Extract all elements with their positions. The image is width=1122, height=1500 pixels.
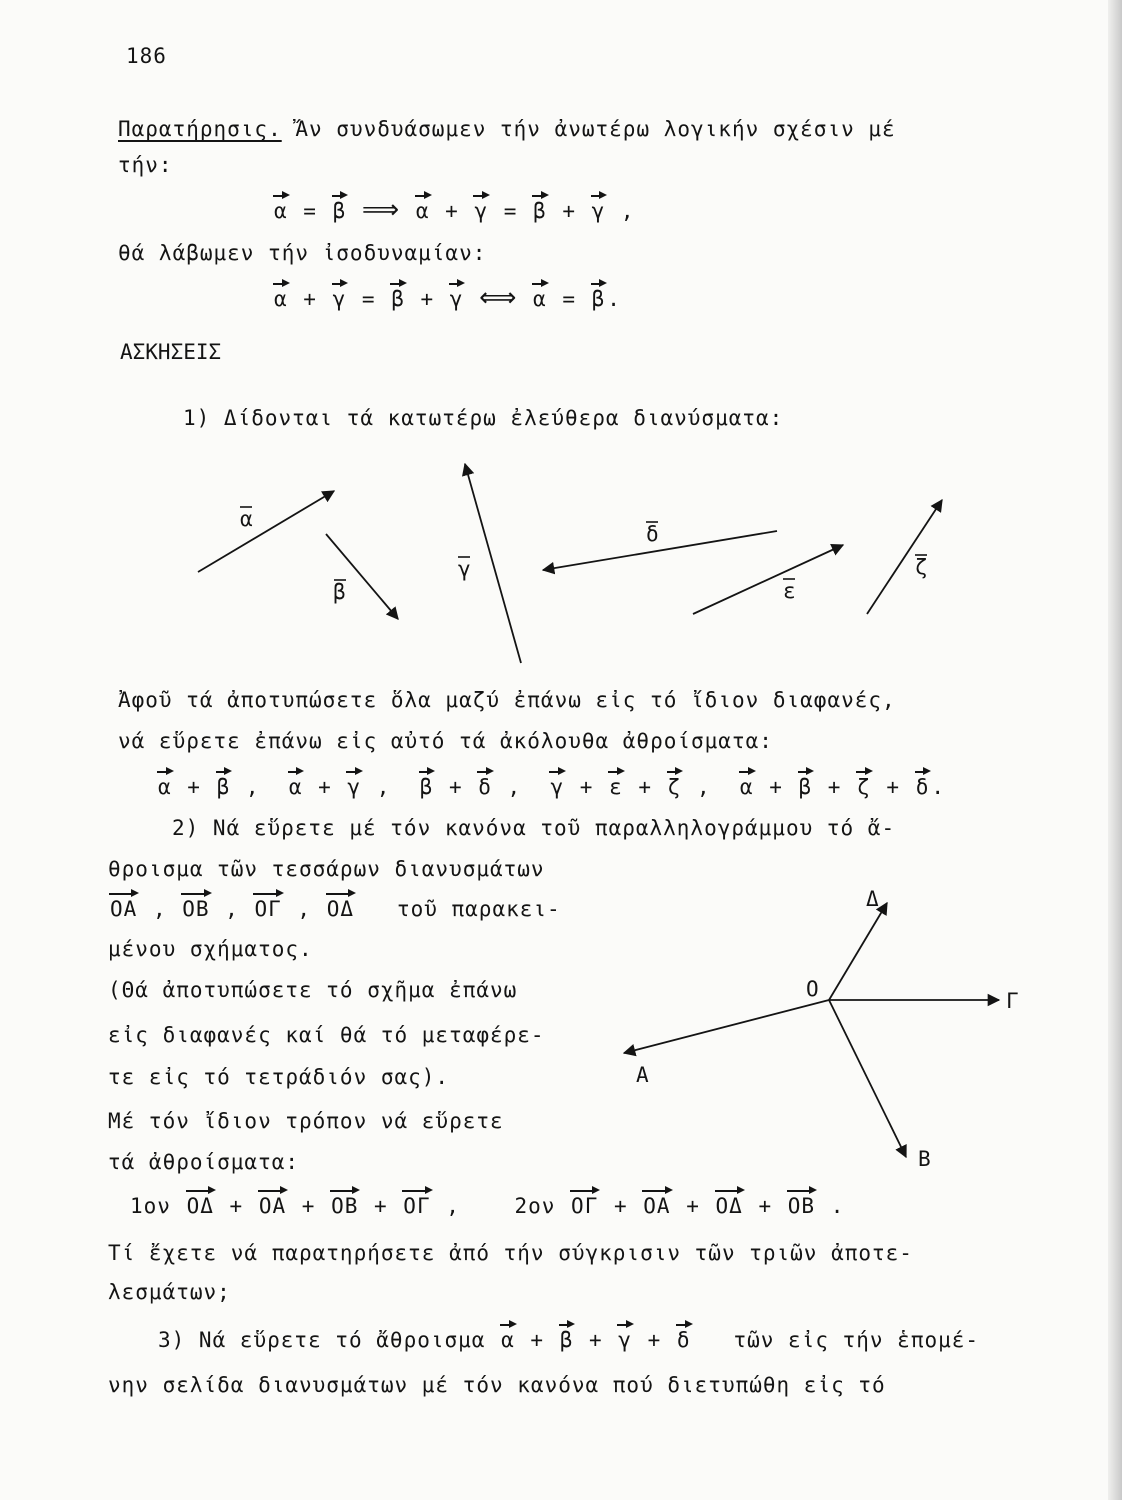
label-O: Ο	[806, 977, 819, 1001]
vector: ΟΓ	[403, 1194, 431, 1218]
vector: ΟΒ	[182, 897, 210, 921]
exercise-2-line-7: τε εἰς τό τετράδιόν σας).	[108, 1065, 450, 1089]
vector-epsilon-arrow	[693, 545, 843, 614]
sum-1-label: 1ον	[130, 1194, 171, 1218]
vector: γ	[347, 775, 362, 799]
exercise-2-question-1: Τί ἔχετε νά παρατηρήσετε ἀπό τήν σύγκρισιν τῶν τριῶν ἀποτε-	[108, 1241, 913, 1265]
vector: δ	[478, 775, 492, 799]
vector-gamma-arrow	[465, 464, 521, 663]
exercise-1-sums: α + β , α + γ , β + δ , γ + ε + ζ , α + β + ζ + δ.	[158, 775, 945, 799]
exercise-2-line-5: (Θά ἀποτυπώσετε τό σχῆμα ἐπάνω	[108, 978, 518, 1002]
label-gamma: γ	[458, 557, 471, 581]
implies-arrow: ⟹	[361, 195, 401, 225]
equivalence-arrow: ⟺	[479, 283, 518, 313]
remark-heading: Παρατήρησις.	[118, 117, 282, 141]
exercise-1-after-1: Ἀφοῦ τά ἀποτυπώσετε ὅλα μαζύ ἐπάνω εἰς τό ἴδιον διαφανές,	[118, 688, 896, 712]
exercise-2-line-1: 2) Νά εὕρετε μέ τόν κανόνα τοῦ παραλληλογράμμου τό ἄ-	[172, 816, 896, 840]
exercise-3-line-1: 3) Νά εὕρετε τό ἄθροισμα α + β + γ + δ τῶν εἰς τήν ἑπομέ-	[158, 1328, 980, 1352]
vector: α	[533, 287, 547, 311]
remark-line-2: τήν:	[118, 153, 173, 177]
vector: γ	[550, 775, 565, 799]
exercise-3-line-1-a: 3) Νά εὕρετε τό ἄθροισμα	[158, 1328, 486, 1352]
label-alpha: α	[240, 507, 253, 531]
vector: ε	[609, 775, 623, 799]
vector: β	[559, 1328, 574, 1352]
label-zeta: ζ	[915, 555, 928, 579]
page-number: 186	[126, 44, 167, 68]
vector: β	[533, 199, 547, 223]
vector: ΟΑ	[258, 1194, 287, 1218]
exercise-3-line-2: νην σελίδα διανυσμάτων μέ τόν κανόνα πού διετυπώθη εἰς τό	[108, 1373, 886, 1397]
exercise-2-line-9: τά ἀθροίσματα:	[108, 1150, 300, 1174]
sum-2-label: 2ον	[514, 1194, 556, 1218]
exercise-1-after-2: νά εὕρετε ἐπάνω εἰς αὐτό τά ἀκόλουθα ἀθροίσματα:	[118, 729, 773, 753]
vector: ΟΔ	[715, 1194, 743, 1218]
vector: α	[274, 287, 288, 311]
exercise-2-line-6: εἰς διαφανές καί θά τό μεταφέρε-	[108, 1023, 545, 1047]
vector: β	[591, 287, 606, 311]
vector: α	[415, 199, 430, 223]
vector-zeta-arrow	[867, 500, 942, 614]
vector: α	[274, 199, 288, 223]
vector: ΟΔ	[326, 897, 354, 921]
vector: β	[216, 775, 231, 799]
vector: γ	[591, 199, 606, 223]
vector: δ	[676, 1328, 691, 1352]
vector: γ	[618, 1328, 632, 1352]
label-delta: δ	[646, 522, 659, 546]
equation-1: α = β ⟹ α + γ = β + γ ,	[274, 195, 635, 225]
vector: α	[501, 1328, 515, 1352]
exercise-2-question-2: λεσμάτων;	[108, 1280, 231, 1304]
label-beta: β	[333, 580, 346, 604]
exercises-heading: ΑΣΚΗΣΕΙΣ	[120, 340, 222, 364]
remark-line-1: Ἄν συνδυάσωμεν τήν ἀνωτέρω λογικήν σχέσιν μέ	[295, 117, 896, 141]
vector: ΟΓ	[254, 897, 282, 921]
vector: γ	[474, 199, 489, 223]
vector-beta-arrow	[326, 534, 398, 619]
vector: β	[391, 287, 405, 311]
exercise-2-line-2: θροισμα τῶν τεσσάρων διανυσμάτων	[108, 857, 545, 881]
vector: α	[288, 775, 303, 799]
vector: ΟΒ	[787, 1194, 816, 1218]
vector: δ	[915, 775, 930, 799]
exercise-2-line-3-tail: τοῦ παρακει-	[396, 897, 561, 921]
vector: ΟΓ	[571, 1194, 599, 1218]
vector-alpha-arrow	[198, 491, 334, 572]
vector: β	[419, 775, 434, 799]
vector: ζ	[667, 775, 682, 799]
vector: β	[332, 199, 347, 223]
exercise-2-line-4: μένου σχήματος.	[108, 937, 313, 961]
vector: α	[739, 775, 754, 799]
vector: γ	[332, 287, 347, 311]
vector: β	[798, 775, 813, 799]
exercise-1-text: 1) Δίδονται τά κατωτέρω ἐλεύθερα διανύσματα:	[183, 406, 784, 430]
label-D: Δ	[866, 887, 879, 911]
label-epsilon: ε	[783, 579, 796, 603]
vector: ΟΑ	[110, 897, 138, 921]
equation-2: α + γ = β + γ ⟺ α = β.	[274, 283, 621, 313]
vector-od-arrow	[829, 903, 887, 1000]
vector: ΟΔ	[186, 1194, 214, 1218]
exercise-2-line-3: ΟΑ , ΟΒ , ΟΓ , ΟΔ τοῦ παρακει-	[110, 897, 561, 921]
vector: α	[158, 775, 172, 799]
vector: ΟΑ	[643, 1194, 671, 1218]
vector: ΟΒ	[331, 1194, 359, 1218]
vector-oa-arrow	[624, 1000, 829, 1053]
page-edge-shadow	[1108, 0, 1122, 1500]
label-G: Γ	[1006, 989, 1019, 1013]
vector: γ	[449, 287, 464, 311]
vector-delta-arrow	[543, 531, 777, 570]
vector: ζ	[857, 775, 871, 799]
label-B: Β	[918, 1147, 931, 1171]
remark-line-3: θά λάβωμεν τήν ἰσοδυναμίαν:	[118, 241, 487, 265]
vector-ob-arrow	[829, 1000, 906, 1157]
exercise-2-line-8: Μέ τόν ἴδιον τρόπον νά εὕρετε	[108, 1109, 504, 1133]
exercise-3-line-1-b: τῶν εἰς τήν ἑπομέ-	[733, 1328, 980, 1352]
exercise-2-sums: 1ον ΟΔ + ΟΑ + ΟΒ + ΟΓ , 2ον ΟΓ + ΟΑ + ΟΔ + ΟΒ .	[130, 1194, 845, 1218]
label-A: Α	[636, 1063, 649, 1087]
